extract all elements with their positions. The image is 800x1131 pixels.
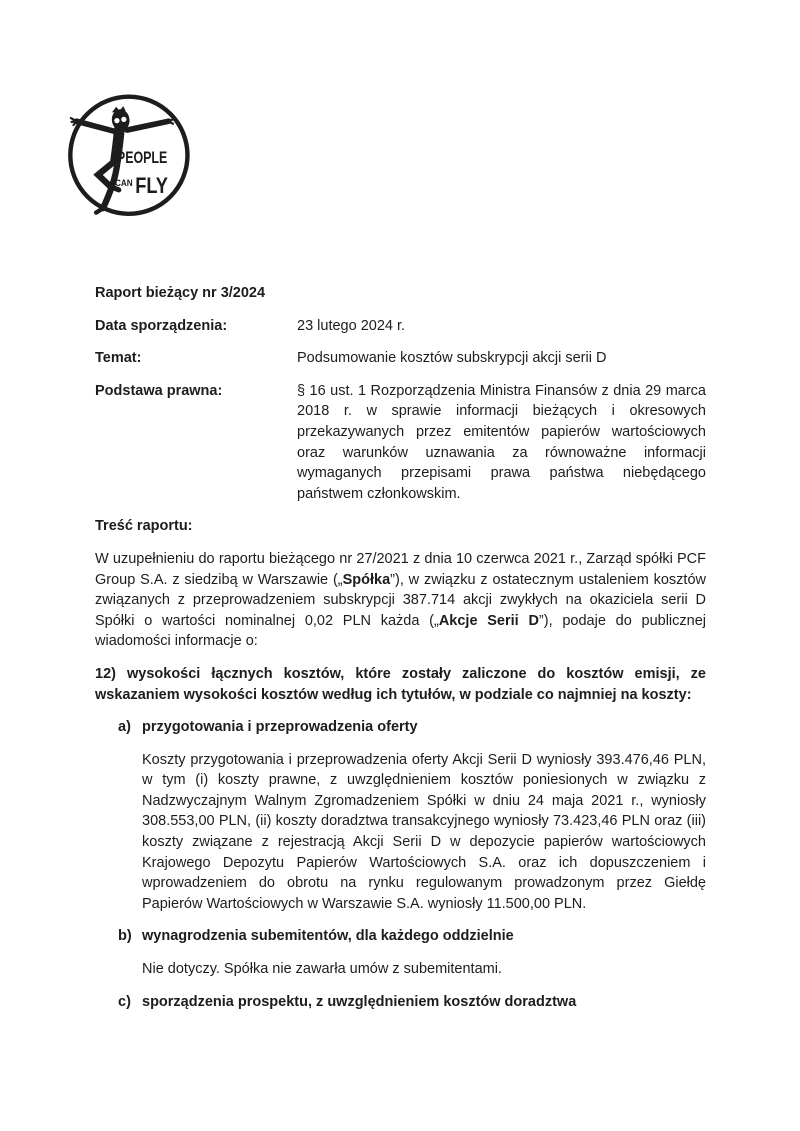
meta-value-legal-basis: § 16 ust. 1 Rozporządzenia Ministra Finansów z dnia 29 marca 2018 r. w sprawie informacji bieżących i okresowych przekazywanych przez emitentów papierów wartościowych oraz warunków uznawania za równoważne informacji wymaganych przepisami prawa państwa niebędącego państwem członkowskim.: [297, 382, 706, 502]
point-12-paragraph: 12) wysokości łącznych kosztów, które zostały zaliczone do kosztów emisji, ze wskazaniem wysokości kosztów według ich tytułów, w podziale co najmniej na koszty:: [95, 665, 706, 703]
meta-row-subject: [95, 348, 706, 369]
logo-text-people: PEOPLE: [116, 147, 168, 167]
meta-value-subject: Podsumowanie kosztów subskrypcji akcji serii D: [297, 350, 607, 367]
meta-label-legal-basis: Podstawa prawna:: [95, 382, 223, 399]
list-paragraph-b: Nie dotyczy. Spółka nie zawarła umów z subemitentami.: [142, 961, 502, 978]
list-item-c-heading-row: [95, 992, 706, 1013]
list-item-b-heading-row: [95, 926, 706, 947]
meta-row-legal-basis: [95, 381, 706, 505]
report-title: Raport bieżący nr 3/2024: [95, 285, 266, 301]
list-item-a: [95, 717, 706, 914]
list-heading-c: sporządzenia prospektu, z uwzględnieniem kosztów doradztwa: [142, 993, 577, 1010]
list-marker-a: a): [118, 719, 131, 736]
list-marker-b: b): [118, 928, 132, 945]
list-paragraph-a: Koszty przygotowania i przeprowadzenia oferty Akcji Serii D wyniosły 393.476,46 PLN, w tym (i) koszty prawne, z uwzględnieniem kosztów poniesionych w związku z Nadzwyczajnym Walnym Zgromadzeniem Spółki w dniu 24 maja 2021 r., wyniosły 308.553,00 PLN, (ii) koszty doradztwa transakcyjnego wyniosły 73.423,46 PLN oraz (iii) koszty związane z rejestracją Akcji Serii D w depozycie papierów wartościowych Krajowego Depozytu Papierów Wartościowych S.A. oraz ich dopuszczeniem i wprowadzeniem do obrotu na rynku regulowanym prowadzonym przez Giełdę Papierów Wartościowych w Warszawie S.A. wyniosły 11.500,00 PLN.: [142, 751, 706, 912]
list-heading-b: wynagrodzenia subemitentów, dla każdego oddzielnie: [142, 928, 514, 945]
list-item-a-heading-row: [95, 717, 706, 738]
meta-label-subject: Temat:: [95, 350, 142, 367]
meta-value-date: 23 lutego 2024 r.: [297, 317, 406, 334]
list-heading-a: przygotowania i przeprowadzenia oferty: [142, 719, 418, 736]
list-marker-c: c): [118, 993, 131, 1010]
meta-label-date: Data sporządzenia:: [95, 317, 228, 334]
report-content: [95, 283, 706, 1024]
report-body-label: Treść raportu:: [95, 518, 193, 535]
meta-row-date: [95, 316, 706, 337]
intro-paragraph: W uzupełnieniu do raportu bieżącego nr 27/2021 z dnia 10 czerwca 2021 r., Zarząd spółki PCF Group S.A. z siedzibą w Warszawie („Spółka”), w związku z ostatecznym ustaleniem kosztów związanych z przeprowadzeniem subskrypcji 387.714 akcji zwykłych na okaziciela serii D Spółki o wartości nominalnej 0,02 PLN każda („Akcje Serii D”), podaje do publicznej wiadomości informacje o:: [95, 550, 706, 650]
list-item-b: [95, 926, 706, 979]
logo-text-fly: FLY: [135, 173, 169, 199]
people-can-fly-logo: [64, 90, 190, 218]
list-item-c: [95, 992, 706, 1013]
logo-text-can: CAN: [115, 178, 133, 190]
